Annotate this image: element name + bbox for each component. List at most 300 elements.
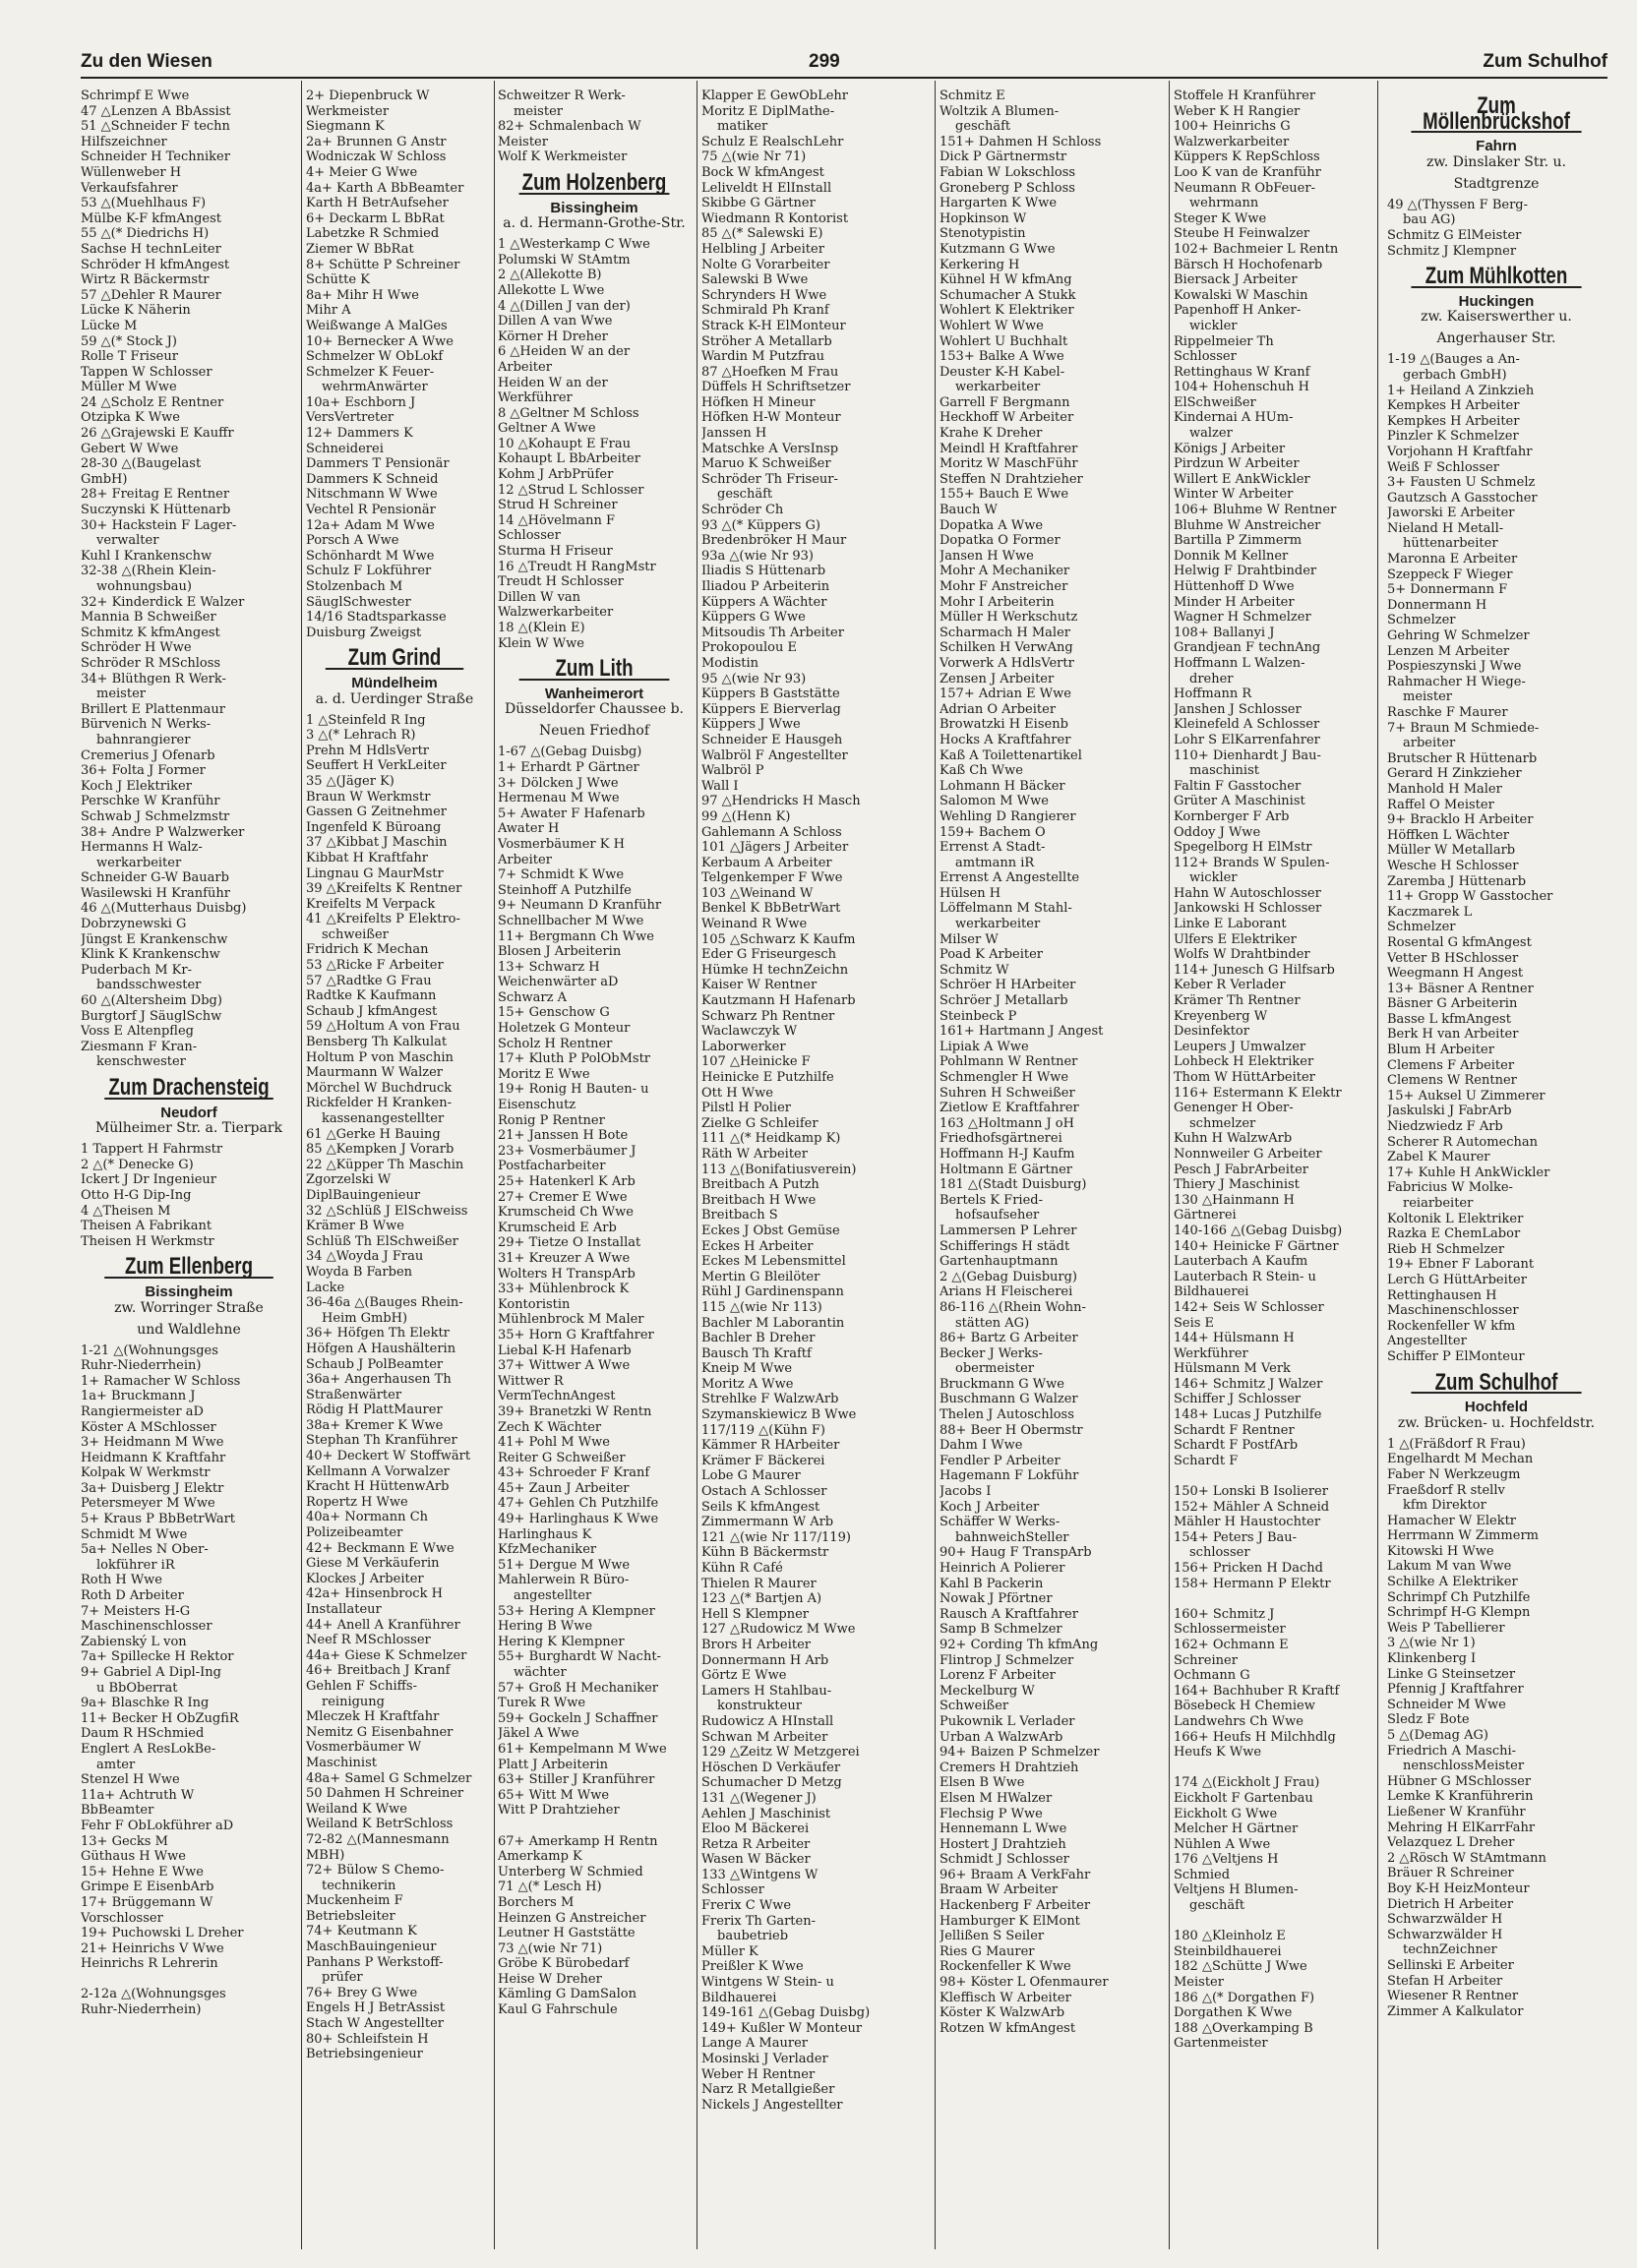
directory-entry: Hamburger K ElMont (940, 1913, 1080, 1929)
directory-entry: Bruckmann G Wwe (940, 1376, 1064, 1392)
directory-entry: Sellinski E Arbeiter (1387, 1957, 1514, 1973)
directory-entry: 21+ Heinrichs V Wwe (81, 1940, 224, 1956)
directory-entry: 86-116 △(Rhein Wohn- (940, 1299, 1086, 1315)
directory-entry: Düffels H Schriftsetzer (701, 380, 851, 395)
directory-entry: Wolters H TranspArb (498, 1266, 636, 1282)
directory-column-1 (81, 89, 297, 2252)
directory-entry: Vorjohann H Kraftfahr (1387, 444, 1533, 459)
directory-entry: werkarbeiter (955, 380, 1041, 395)
directory-entry: 28+ Freitag E Rentner (81, 487, 230, 503)
directory-column-6 (1174, 89, 1370, 2252)
directory-entry: 63+ Stiller J Kranführer (498, 1772, 655, 1788)
directory-entry: 160+ Schmitz J (1174, 1606, 1275, 1622)
directory-entry: Arians H Fleischerei (940, 1284, 1073, 1300)
directory-entry: Dammers K Schneid (306, 471, 439, 487)
directory-entry: Helwig F Drahtbinder (1174, 564, 1317, 579)
directory-entry: Schlosser (701, 1882, 764, 1898)
directory-entry: Rickfelder H Kranken- (306, 1096, 452, 1111)
directory-entry: Razka E ChemLabor (1387, 1226, 1521, 1242)
directory-entry: Ott H Wwe (701, 1085, 773, 1101)
directory-entry: 96+ Braam A VerkFahr (940, 1867, 1091, 1882)
directory-entry: Bauch W (940, 503, 998, 518)
directory-entry: Panhans P Werkstoff- (306, 1954, 444, 1970)
directory-entry: Jacobs I (940, 1484, 992, 1500)
directory-entry: 103 △Weinand W (701, 885, 814, 901)
directory-entry: Zimmer A Kalkulator (1387, 2003, 1524, 2019)
directory-entry: 140-166 △(Gebag Duisbg) (1174, 1223, 1343, 1238)
directory-entry: Amerkamp K (498, 1849, 582, 1865)
directory-entry: meister (1403, 689, 1452, 705)
directory-entry: Ropertz H Wwe (306, 1494, 408, 1510)
directory-entry: 76+ Brey G Wwe (306, 1985, 418, 2000)
directory-entry: Salomon M Wwe (940, 794, 1049, 809)
directory-column-7 (1387, 89, 1606, 2252)
directory-entry: 43+ Schroeder F Kranf (498, 1465, 650, 1481)
directory-entry: reiarbeiter (1403, 1196, 1474, 1211)
directory-entry: Lerch G HüttArbeiter (1387, 1272, 1527, 1287)
directory-entry: 114+ Junesch G Hilfsarb (1174, 962, 1335, 978)
directory-entry: 65+ Witt M Wwe (498, 1787, 610, 1803)
directory-entry: Samp B Schmelzer (940, 1622, 1062, 1638)
directory-entry: Mähler H Haustochter (1174, 1515, 1321, 1530)
directory-entry: Scherer R Automechan (1387, 1134, 1539, 1150)
directory-entry: 1+ Ramacher W Schloss (81, 1373, 241, 1389)
directory-entry: Genenger H Ober- (1174, 1101, 1294, 1116)
directory-entry: Koch J Arbeiter (940, 1499, 1040, 1515)
directory-entry: 4 △(Dillen J van der) (498, 298, 631, 314)
directory-entry: 36a+ Angerhausen Th (306, 1372, 452, 1388)
directory-entry: Schlüß Th ElSchweißer (306, 1233, 458, 1249)
directory-entry: Eickholt F Gartenbau (1174, 1790, 1313, 1806)
directory-entry: Meister (498, 134, 548, 149)
directory-entry: 14/16 Stadtsparkasse (306, 610, 447, 626)
directory-entry: 32-38 △(Rhein Klein- (81, 564, 216, 579)
directory-entry: Kaiser W Rentner (701, 978, 818, 993)
directory-entry: Walzwerkarbeiter (498, 605, 614, 621)
directory-entry: 11+ Becker H ObZugfiR (81, 1710, 239, 1726)
directory-entry: Mannia B Schweißer (81, 610, 216, 626)
street-title: Zum Schulhof (1411, 1375, 1581, 1395)
directory-entry: 59 △Holtum A von Frau (306, 1019, 460, 1035)
directory-entry: Lakum M van Wwe (1387, 1559, 1512, 1575)
directory-entry: Schröer H HArbeiter (940, 978, 1076, 993)
directory-entry: schmelzer (1189, 1115, 1256, 1131)
directory-entry: bahnweichSteller (955, 1529, 1069, 1545)
directory-entry: Müller K (701, 1943, 758, 1959)
directory-entry: Unterberg W Schmied (498, 1864, 643, 1880)
directory-entry: Ruhr-Niederrhein) (81, 1358, 202, 1374)
directory-entry: walzer (1189, 426, 1233, 442)
directory-entry: Schumacher A Stukk (940, 287, 1076, 303)
directory-entry: Küppers B Gaststätte (701, 686, 840, 702)
directory-entry: 49 △(Thyssen F Berg- (1387, 197, 1528, 212)
directory-entry: Kleffisch W Arbeiter (940, 1990, 1071, 2005)
directory-entry: Heise W Dreher (498, 1971, 602, 1987)
directory-entry: Dahm I Wwe (940, 1438, 1023, 1454)
directory-entry: 3+ Heidmann M Wwe (81, 1435, 224, 1451)
directory-entry: kenschwester (96, 1054, 186, 1070)
directory-entry: 3 △(wie Nr 1) (1387, 1636, 1476, 1651)
directory-entry: prüfer (322, 1970, 363, 1986)
directory-entry: Hopkinson W (940, 210, 1027, 226)
directory-entry: Mörchel W Buchdruck (306, 1080, 453, 1096)
directory-entry: Ulfers E Elektriker (1174, 931, 1297, 947)
directory-entry: Zgorzelski W (306, 1172, 392, 1188)
directory-entry: Duisburg Zweigst (306, 625, 422, 640)
page-header-right: Zum Schulhof (1483, 51, 1607, 72)
directory-entry: Zensen J Arbeiter (940, 671, 1055, 686)
directory-entry: 146+ Schmitz J Walzer (1174, 1376, 1323, 1392)
directory-entry: Schmitz K kfmAngest (81, 625, 220, 640)
directory-entry: Schneider E Hausgeh (701, 732, 843, 747)
directory-entry: Braam W Arbeiter (940, 1882, 1059, 1898)
directory-entry: Weis P Tabellierer (1387, 1620, 1505, 1636)
directory-entry: Schaub J PolBeamter (306, 1356, 444, 1372)
directory-entry: Skibbe G Gärtner (701, 196, 816, 211)
directory-entry: Schmidt J Schlosser (940, 1852, 1069, 1868)
directory-entry: Becker J Werks- (940, 1345, 1043, 1361)
street-section (1387, 92, 1606, 192)
directory-entry: Müller M Wwe (81, 380, 177, 395)
directory-entry: 3 △(* Lehrach R) (306, 728, 416, 744)
directory-entry: Schmengler H Wwe (940, 1070, 1069, 1085)
directory-entry: Weiß F Schlosser (1387, 459, 1499, 475)
directory-entry: Schardt F Rentner (1174, 1422, 1295, 1438)
directory-entry: 55 △(* Diedrichs H) (81, 226, 210, 242)
directory-entry: 11+ Gropp W Gasstocher (1387, 889, 1553, 905)
directory-entry: Stefan H Arbeiter (1387, 1973, 1503, 1989)
directory-entry: 164+ Bachhuber R Kraftf (1174, 1683, 1340, 1699)
directory-entry: Hülsmann M Verk (1174, 1361, 1291, 1377)
directory-entry: Sachse H technLeiter (81, 241, 221, 257)
directory-entry: Ingenfeld K Büroang (306, 819, 442, 835)
directory-entry (1174, 1468, 1370, 1484)
directory-entry: Holetzek G Monteur (498, 1021, 631, 1037)
directory-entry: Eder G Friseurgesch (701, 947, 837, 963)
directory-entry: Mosinski J Verlader (701, 2052, 828, 2066)
directory-entry: Fridrich K Mechan (306, 942, 429, 958)
directory-entry: 8 △Geltner M Schloss (498, 405, 639, 421)
directory-entry: Burgtorf J SäuglSchw (81, 1008, 222, 1024)
directory-entry: Maronna E Arbeiter (1387, 552, 1518, 567)
directory-entry: 57 △Radtke G Frau (306, 973, 432, 988)
directory-entry: werkarbeiter (96, 855, 182, 870)
directory-entry: 38+ Andre P Walzwerker (81, 824, 245, 840)
directory-entry: Rühl J Gardinenspann (701, 1284, 844, 1300)
directory-entry: Janshen J Schlosser (1174, 701, 1302, 717)
directory-entry: Vorwerk A HdlsVertr (940, 655, 1074, 671)
directory-entry: Garrell F Bergmann (940, 394, 1070, 410)
directory-entry: Wesche H Schlosser (1387, 858, 1519, 873)
directory-entry: Suhren H Schweißer (940, 1085, 1075, 1101)
directory-entry: Vorschlosser (81, 1910, 163, 1926)
directory-entry: Englert A ResLokBe- (81, 1741, 216, 1757)
directory-entry: 48a+ Samel G Schmelzer (306, 1770, 472, 1786)
directory-entry: 11+ Bergmann Ch Wwe (498, 928, 654, 944)
directory-entry: 1 Tappert H Fahrmstr (81, 1142, 223, 1158)
directory-entry: 60 △(Altersheim Dbg) (81, 993, 222, 1009)
directory-entry: Mohr F Anstreicher (940, 579, 1068, 594)
directory-entry: Narz R Metallgießer (701, 2082, 835, 2098)
district-name: Wanheimerort (544, 685, 644, 702)
directory-entry: Winter W Arbeiter (1174, 487, 1294, 503)
directory-entry: 17+ Kuhle H AnkWickler (1387, 1164, 1550, 1180)
directory-entry (498, 1819, 691, 1834)
directory-entry: 5a+ Nelles N Ober- (81, 1542, 209, 1558)
directory-entry: Eloo M Bäckerei (701, 1821, 810, 1837)
directory-entry: Stoffele H Kranführer (1174, 89, 1316, 103)
directory-entry: Iliadou P Arbeiterin (701, 579, 830, 594)
directory-entry: geschäft (1189, 1898, 1245, 1914)
page-number: 299 (809, 51, 840, 72)
directory-entry: Reiter G Schweißer (498, 1450, 626, 1465)
directory-entry: Heiden W an der (498, 375, 608, 390)
directory-entry: 67+ Amerkamp H Rentn (498, 1833, 658, 1849)
directory-entry: 93 △(* Küppers G) (701, 517, 820, 533)
directory-entry: Lauterbach A Kaufm (1174, 1254, 1308, 1270)
directory-entry: Sledz F Bote (1387, 1712, 1470, 1728)
directory-entry: Lamers H Stahlbau- (701, 1683, 832, 1699)
directory-entry: Frerix C Wwe (701, 1898, 792, 1914)
directory-entry: Neumann R ObFeuer- (1174, 180, 1315, 196)
directory-entry: Schröder H kfmAngest (81, 257, 230, 272)
directory-entry: Krahe K Dreher (940, 426, 1043, 442)
directory-entry: 102+ Bachmeier L Rentn (1174, 241, 1339, 257)
directory-entry: Braun W Werkmstr (306, 789, 431, 805)
directory-entry: bandsschwester (96, 978, 202, 993)
directory-entry: Weiland K BetrSchloss (306, 1817, 454, 1832)
directory-entry: Radtke K Kaufmann (306, 988, 437, 1004)
directory-entry: Willert E AnkWickler (1174, 471, 1310, 487)
directory-entry: 1 △Westerkamp C Wwe (498, 237, 650, 253)
directory-entry (1174, 1591, 1370, 1607)
directory-entry: 53 △(Muehlhaus F) (81, 196, 207, 211)
directory-entry: Lemke K Kranführerin (1387, 1789, 1534, 1805)
directory-entry: Hackenberg F Arbeiter (940, 1898, 1091, 1914)
directory-entry (81, 1972, 297, 1988)
directory-entry: 18 △(Klein E) (498, 621, 585, 635)
directory-entry: 19+ Ronig H Bauten- u (498, 1082, 649, 1098)
directory-entry: Buschmann G Walzer (940, 1392, 1078, 1407)
directory-entry: 140+ Heinicke F Gärtner (1174, 1238, 1339, 1254)
directory-entry: Linke E Laborant (1174, 917, 1287, 932)
directory-entry: Walbröl P (701, 763, 764, 779)
directory-entry: Hoffmann H-J Kaufm (940, 1146, 1075, 1162)
directory-entry: Werkführer (1174, 1345, 1248, 1361)
directory-entry: Schmidt M Wwe (81, 1526, 188, 1542)
directory-entry: Janssen H (701, 426, 767, 442)
directory-entry: Schmelzer (1387, 613, 1456, 628)
directory-entry: Borchers M (498, 1894, 575, 1910)
directory-entry: 94+ Baizen P Schmelzer (940, 1745, 1100, 1761)
directory-entry: Eckes H Arbeiter (701, 1238, 814, 1254)
column-divider (1377, 81, 1378, 2249)
directory-entry: Bräuer R Schreiner (1387, 1866, 1514, 1881)
directory-entry: Schneiderei (306, 441, 384, 456)
directory-entry: Heckhoff W Arbeiter (940, 410, 1074, 426)
directory-entry: Kerkering H (940, 257, 1020, 272)
directory-entry: Moritz E Wwe (498, 1066, 590, 1082)
directory-entry: Strack K-H ElMonteur (701, 318, 846, 333)
directory-entry: Elsen B Wwe (940, 1775, 1025, 1791)
directory-entry: bahnrangierer (96, 732, 191, 747)
directory-entry: 14 △Hövelmann F (498, 512, 616, 528)
directory-entry: Wohlert K Elektriker (940, 303, 1074, 319)
directory-entry: Brillert E Plattenmaur (81, 701, 225, 717)
directory-entry: Lohbeck H Elektriker (1174, 1054, 1314, 1070)
directory-entry: Schnellbacher M Wwe (498, 913, 644, 928)
directory-entry: 1+ Heiland A Zinkzieh (1387, 383, 1535, 398)
directory-entry: Seuffert H VerkLeiter (306, 758, 447, 774)
directory-entry: Heinrichs R Lehrerin (81, 1956, 218, 1972)
directory-entry: 2+ Diepenbruck W (306, 89, 430, 103)
directory-entry: 82+ Schmalenbach W (498, 119, 641, 135)
directory-entry: Hoffmann R (1174, 686, 1252, 702)
directory-entry: 10 △Kohaupt E Frau (498, 436, 632, 451)
directory-entry: Veltjens H Blumen- (1174, 1882, 1299, 1898)
directory-entry: 148+ Lucas J Putzhilfe (1174, 1407, 1322, 1423)
directory-entry: Lenzen M Arbeiter (1387, 643, 1510, 659)
directory-entry: Meckelburg W (940, 1683, 1035, 1699)
directory-entry: 4+ Meier G Wwe (306, 164, 418, 180)
directory-entry: Hoffmann L Walzen- (1174, 655, 1305, 671)
directory-entry: Schwan M Arbeiter (701, 1729, 828, 1745)
directory-entry: Köster A MSchlosser (81, 1419, 216, 1435)
directory-column-3 (498, 89, 691, 2252)
directory-entry: Schütte K (306, 272, 370, 288)
directory-entry: Kreifelts M Verpack (306, 896, 436, 912)
directory-entry: 174 △(Eickholt J Frau) (1174, 1775, 1320, 1791)
directory-entry: Bartilla P Zimmerm (1174, 533, 1303, 549)
directory-entry: Hilfszeichner (81, 134, 167, 149)
directory-entry: Browatzki H Eisenb (940, 717, 1068, 733)
directory-entry: Kontoristin (498, 1296, 571, 1312)
directory-entry: wehrmann (1189, 196, 1259, 211)
directory-entry: 39+ Branetzki W Rentn (498, 1403, 652, 1419)
directory-entry: bau AG) (1403, 212, 1456, 228)
directory-entry: Pinzler K Schmelzer (1387, 429, 1519, 445)
directory-entry: 36+ Folta J Former (81, 763, 206, 779)
directory-entry: technZeichner (1403, 1942, 1497, 1958)
directory-entry: 87 △Hoefken M Frau (701, 364, 839, 380)
directory-entry: 2 △(Gebag Duisburg) (940, 1269, 1078, 1284)
directory-entry: 104+ Hohenschuh H (1174, 380, 1309, 395)
directory-entry: Polumski W StAmtm (498, 252, 631, 268)
directory-entry: Schröer J Metallarb (940, 993, 1068, 1009)
street-section (498, 655, 691, 740)
directory-entry: Steffen N Drahtzieher (940, 471, 1083, 487)
street-location: und Waldlehne (137, 1321, 241, 1338)
directory-entry: Weber K H Rangier (1174, 103, 1301, 119)
directory-entry: 72-82 △(Mannesmann (306, 1831, 450, 1847)
directory-entry: 12 △Strud L Schlosser (498, 482, 644, 498)
directory-entry: Gärtnerei (1174, 1208, 1237, 1224)
directory-entry: Kibbat H Kraftfahr (306, 850, 428, 865)
directory-entry: Fabricius W Molke- (1387, 1180, 1513, 1196)
directory-entry: Fabian W Lokschloss (940, 164, 1076, 180)
directory-entry: 5 △(Demag AG) (1387, 1728, 1488, 1743)
directory-entry: Niedzwiedz F Arb (1387, 1119, 1503, 1135)
directory-entry: Schröder Ch (701, 503, 784, 518)
directory-entry: Dammers T Pensionär (306, 456, 450, 472)
directory-entry: Schäffer W Werks- (940, 1515, 1061, 1530)
directory-entry: ElSchweißer (1174, 394, 1256, 410)
directory-entry: Errenst A Stadt- (940, 840, 1046, 856)
directory-entry: reinigung (322, 1694, 385, 1709)
directory-entry: Kühn B Bäckermstr (701, 1545, 829, 1561)
directory-entry (1174, 1914, 1370, 1930)
directory-entry: Dopatka O Former (940, 533, 1061, 549)
directory-entry: Bachler M Laborantin (701, 1315, 845, 1331)
directory-entry: Mitsoudis Th Arbeiter (701, 625, 844, 640)
directory-entry: Thielen R Maurer (701, 1576, 817, 1591)
directory-entry: Manhold H Maler (1387, 781, 1502, 797)
directory-entry: Theisen A Fabrikant (81, 1219, 212, 1234)
directory-entry: 17+ Brüggemann W (81, 1894, 213, 1910)
directory-entry: 106+ Bluhme W Rentner (1174, 503, 1337, 518)
directory-entry: Geltner A Wwe (498, 421, 596, 437)
street-title: Zum Drachensteig (104, 1080, 273, 1100)
directory-entry: Kämmer R HArbeiter (701, 1438, 840, 1454)
directory-entry: Poad K Arbeiter (940, 947, 1044, 963)
district-name: Bissingheim (145, 1283, 233, 1300)
directory-entry: 1+ Erhardt P Gärtner (498, 759, 639, 775)
directory-entry: 108+ Ballanyi J (1174, 625, 1275, 640)
directory-entry: Brutscher R Hüttenarb (1387, 750, 1538, 766)
directory-entry: Keber R Verlader (1174, 978, 1286, 993)
directory-entry: 59+ Gockeln J Schaffner (498, 1710, 658, 1726)
directory-column-2 (306, 89, 483, 2252)
directory-entry: Lohr S ElKarrenfahrer (1174, 732, 1320, 747)
directory-entry: Otzipka K Wwe (81, 410, 180, 426)
directory-entry: Vechtel R Pensionär (306, 503, 436, 518)
directory-entry: Friedhofsgärtnerei (940, 1131, 1062, 1147)
directory-entry: Gassen G Zeitnehmer (306, 805, 447, 820)
directory-entry: Steinhoff A Putzhilfe (498, 882, 632, 898)
directory-entry: Schiffer P ElMonteur (1387, 1348, 1525, 1364)
directory-entry: Verkaufsfahrer (81, 180, 178, 196)
directory-entry: Zabel K Maurer (1387, 1150, 1490, 1165)
directory-entry: Ostach A Schlosser (701, 1484, 827, 1500)
directory-entry: 3a+ Duisberg J Elektr (81, 1480, 224, 1496)
directory-entry: 49+ Harlinghaus K Wwe (498, 1512, 659, 1527)
directory-entry: 127 △Rudowicz M Wwe (701, 1622, 856, 1638)
directory-entry: 8+ Schütte P Schreiner (306, 257, 460, 272)
directory-entry: Weichenwärter aD (498, 975, 619, 990)
directory-entry: 10+ Bernecker A Wwe (306, 333, 454, 349)
street-location: zw. Kaiserswerther u. (1421, 309, 1572, 326)
directory-entry: 188 △Overkamping B (1174, 2020, 1313, 2036)
column-divider (494, 81, 495, 2249)
directory-entry: Gebert W Wwe (81, 441, 179, 456)
directory-entry: Schulz F Lokführer (306, 564, 432, 579)
district-name: Hochfeld (1464, 1399, 1529, 1416)
directory-entry: nenschlossMeister (1403, 1759, 1525, 1774)
directory-entry: 133 △Wintgens W (701, 1867, 818, 1882)
directory-entry: 12a+ Adam M Wwe (306, 517, 435, 533)
directory-entry: 46+ Breitbach J Kranf (306, 1663, 451, 1679)
directory-entry: Wardin M Putzfrau (701, 349, 824, 365)
directory-entry: Donnik M Kellner (1174, 548, 1289, 564)
directory-entry: Betriebsleiter (306, 1908, 395, 1924)
directory-entry: 130 △Hainmann H (1174, 1192, 1295, 1208)
directory-entry: Blosen J Arbeiterin (498, 944, 622, 960)
directory-entry: 123 △(* Bartjen A) (701, 1591, 822, 1607)
directory-entry: Szeppeck F Wieger (1387, 567, 1513, 582)
directory-entry: Nitschmann W Wwe (306, 487, 438, 503)
directory-entry: Petersmeyer M Wwe (81, 1496, 215, 1512)
directory-entry: Rödig H PlattMaurer (306, 1403, 443, 1418)
